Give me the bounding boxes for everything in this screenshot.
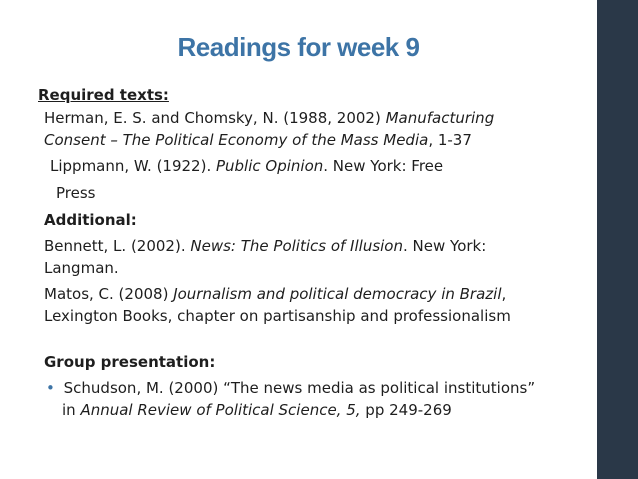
required-heading: Required texts: <box>38 86 169 104</box>
text-italic: News: The Politics of Illusion <box>190 237 403 255</box>
slide-title: Readings for week 9 <box>177 32 420 62</box>
text-italic: Journalism and political democracy in Brazil <box>173 285 502 303</box>
text: pp 249-269 <box>360 401 452 419</box>
reading-schudson-line2 <box>62 400 452 420</box>
text: Bennett, L. (2002). <box>44 237 191 255</box>
text: Lippmann, W. (1922). <box>50 157 216 175</box>
reading-schudson-line1 <box>46 378 535 398</box>
side-accent-bar <box>597 0 638 479</box>
reading-bennett-line2: Langman. <box>44 259 119 277</box>
text: , <box>501 285 507 303</box>
reading-matos-line1 <box>44 284 506 304</box>
text-italic: Annual Review of Political Science, 5, <box>80 401 361 419</box>
text: in <box>62 401 81 419</box>
reading-herman-line1 <box>44 108 494 128</box>
bullet-icon: • <box>46 379 55 397</box>
reading-matos-line2: Lexington Books, chapter on partisanship and professionalism <box>44 307 511 325</box>
text: . New York: Free <box>323 157 444 175</box>
text: , 1-37 <box>428 131 472 149</box>
text-italic: Consent – The Political Economy of the Mass Media <box>44 131 429 149</box>
reading-lippmann-line1 <box>50 156 443 176</box>
text: . New York: <box>403 237 487 255</box>
reading-herman-line2 <box>44 130 472 150</box>
text-italic: Manufacturing <box>385 109 495 127</box>
text: Matos, C. (2008) <box>44 285 174 303</box>
text: Herman, E. S. and Chomsky, N. (1988, 2002) <box>44 109 386 127</box>
text: Schudson, M. (2000) “The news media as political institutions” <box>63 379 536 397</box>
additional-heading: Additional: <box>44 211 137 229</box>
text-italic: Public Opinion <box>215 157 324 175</box>
reading-lippmann-line2: Press <box>56 184 96 202</box>
reading-bennett-line1 <box>44 236 486 256</box>
group-heading: Group presentation: <box>44 353 216 371</box>
